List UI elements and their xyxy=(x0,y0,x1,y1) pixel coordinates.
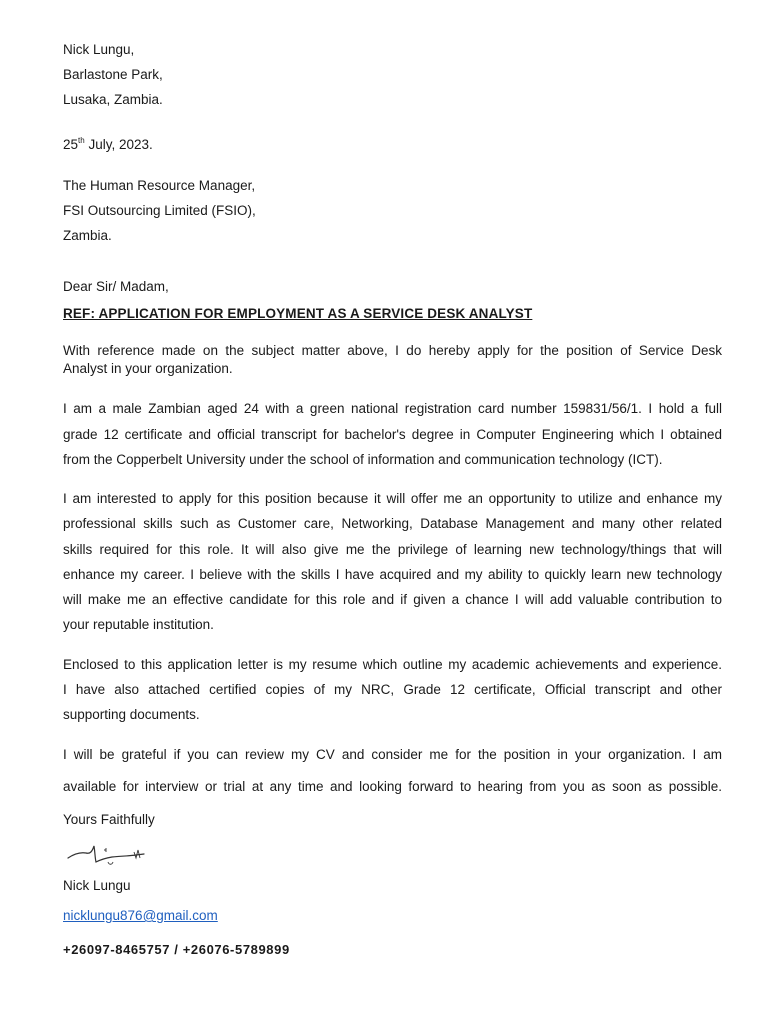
date-rest: July, 2023. xyxy=(84,137,153,152)
paragraph-line: professional skills such as Customer care, Networking, Database Management and many other related xyxy=(63,516,722,531)
recipient-country: Zambia. xyxy=(63,228,112,243)
paragraph-line: from the Copperbelt University under the school of information and communication technology (ICT). xyxy=(63,452,663,467)
closing: Yours Faithfully xyxy=(63,812,155,827)
paragraph-line: Analyst in your organization. xyxy=(63,361,233,376)
paragraph-line: With reference made on the subject matter above, I do hereby apply for the position of Service Desk xyxy=(63,343,722,358)
date-day: 25 xyxy=(63,137,79,152)
sender-name: Nick Lungu, xyxy=(63,42,135,57)
paragraph-line: Enclosed to this application letter is my resume which outline my academic achievements and experience. xyxy=(63,657,722,672)
paragraph-line: enhance my career. I believe with the skills I have acquired and my ability to quickly learn new technology xyxy=(63,567,722,582)
paragraph-line: your reputable institution. xyxy=(63,617,214,632)
reference-heading: REF: APPLICATION FOR EMPLOYMENT AS A SERVICE DESK ANALYST xyxy=(63,306,533,321)
paragraph-line: I have also attached certified copies of my NRC, Grade 12 certificate, Official transcript and other xyxy=(63,682,722,697)
recipient-title: The Human Resource Manager, xyxy=(63,178,256,193)
paragraph-line: grade 12 certificate and official transcript for bachelor's degree in Computer Engineering which I obtained xyxy=(63,427,722,442)
email-link[interactable]: nicklungu876@gmail.com xyxy=(63,908,218,923)
paragraph-line: supporting documents. xyxy=(63,707,200,722)
paragraph-line: skills required for this role. It will also give me the privilege of learning new technology/things that will xyxy=(63,542,722,557)
sender-city: Lusaka, Zambia. xyxy=(63,92,163,107)
paragraph-line: I am a male Zambian aged 24 with a green national registration card number 159831/56/1. I hold a full xyxy=(63,401,722,416)
paragraph-line: I will be grateful if you can review my CV and consider me for the position in your organization. I am xyxy=(63,747,722,762)
phone-numbers: +26097-8465757 / +26076-5789899 xyxy=(63,942,290,957)
paragraph-line: available for interview or trial at any time and looking forward to hearing from you as soon as possible. xyxy=(63,779,722,794)
sender-street: Barlastone Park, xyxy=(63,67,163,82)
paragraph-line: will make me an effective candidate for this role and if given a chance I will add valuable contribution to xyxy=(63,592,722,607)
salutation: Dear Sir/ Madam, xyxy=(63,279,169,294)
handwritten-signature xyxy=(64,838,154,868)
recipient-company: FSI Outsourcing Limited (FSIO), xyxy=(63,203,256,218)
signature-name: Nick Lungu xyxy=(63,878,131,893)
letter-date xyxy=(63,137,153,153)
date-suffix: th xyxy=(78,136,85,145)
paragraph-line: I am interested to apply for this position because it will offer me an opportunity to utilize and enhance my xyxy=(63,491,722,506)
